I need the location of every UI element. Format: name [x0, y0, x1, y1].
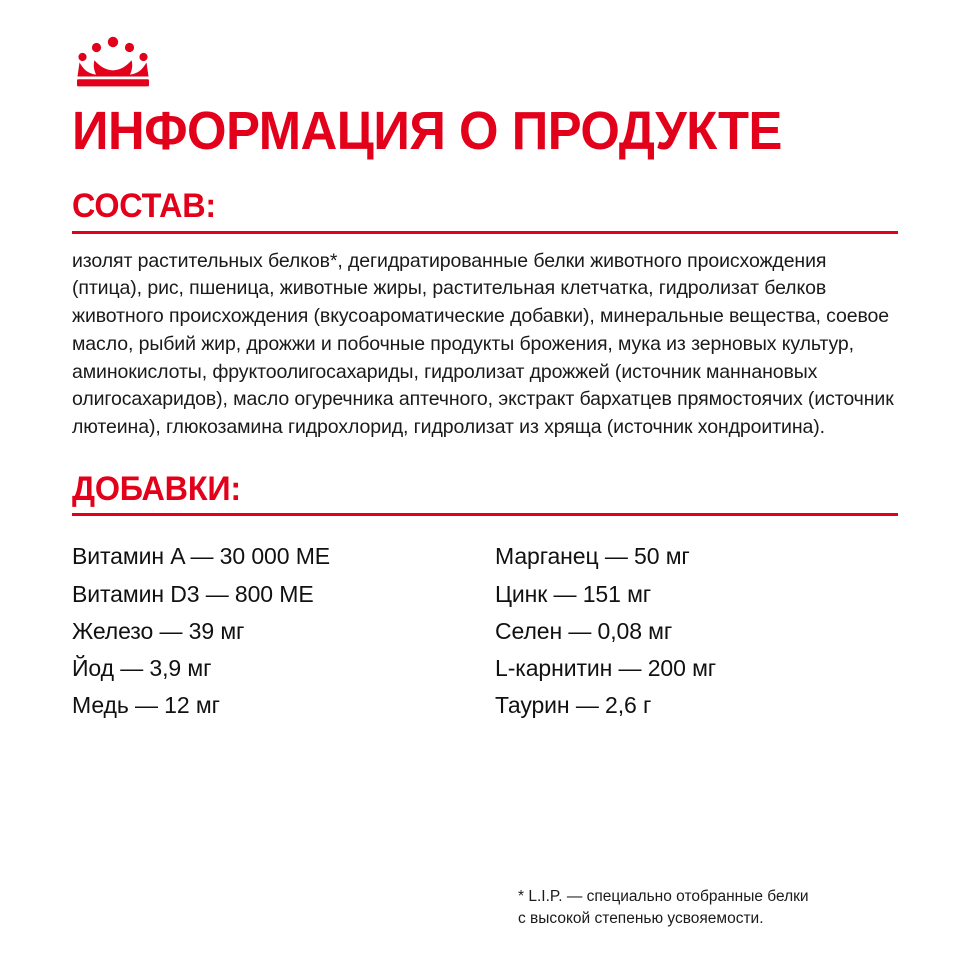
list-item: Медь — 12 мг: [72, 692, 220, 719]
additives-heading: ДОБАВКИ:: [72, 469, 241, 508]
additives-list: [72, 538, 898, 724]
footnote: [518, 886, 898, 930]
footnote-line-1: * L.I.P. — специально отобранные белки: [518, 888, 809, 905]
list-item: Витамин A — 30 000 МЕ: [72, 543, 330, 570]
composition-text: изолят растительных белков*, дегидратированные белки животного происхождения (птица), рис, пшеница, животные жиры, растительная клетчатка, гидролизат белков животного происхождения (вкусоароматические добавки), минеральные вещества, соевое масло, рыбий жир, дрожжи и побочные продукты брожения, мука из зерновых культур, аминокислоты, фруктоолигосахариды, гидролизат дрожжей (источник маннановых олигосахаридов), масло огуречника аптечного, экстракт бархатцев прямостоячих (источник лютеина), глюкозамина гидрохлорид, гидролизат из хряща (источник хондроитина).: [72, 249, 894, 438]
royal-crown-icon: [72, 36, 154, 88]
list-item: Витамин D3 — 800 МЕ: [72, 580, 314, 607]
list-item: Железо — 39 мг: [72, 617, 245, 644]
composition-divider: [72, 231, 898, 234]
list-item: Таурин — 2,6 г: [495, 692, 652, 719]
list-item: Цинк — 151 мг: [495, 580, 652, 607]
page-title: ИНФОРМАЦИЯ О ПРОДУКТЕ: [72, 101, 782, 161]
additives-section-header: [72, 469, 898, 517]
additives-left-column: [72, 538, 485, 724]
composition-section-header: [72, 189, 898, 234]
additives-divider: [72, 513, 898, 516]
list-item: Йод — 3,9 мг: [72, 655, 212, 682]
footnote-line-2: с высокой степенью усвояемости.: [518, 910, 764, 927]
additives-right-column: [485, 538, 898, 724]
list-item: Селен — 0,08 мг: [495, 617, 673, 644]
composition-heading: СОСТАВ:: [72, 187, 216, 226]
list-item: Марганец — 50 мг: [495, 543, 690, 570]
list-item: L-карнитин — 200 мг: [495, 655, 717, 682]
brand-logo: [72, 36, 898, 92]
